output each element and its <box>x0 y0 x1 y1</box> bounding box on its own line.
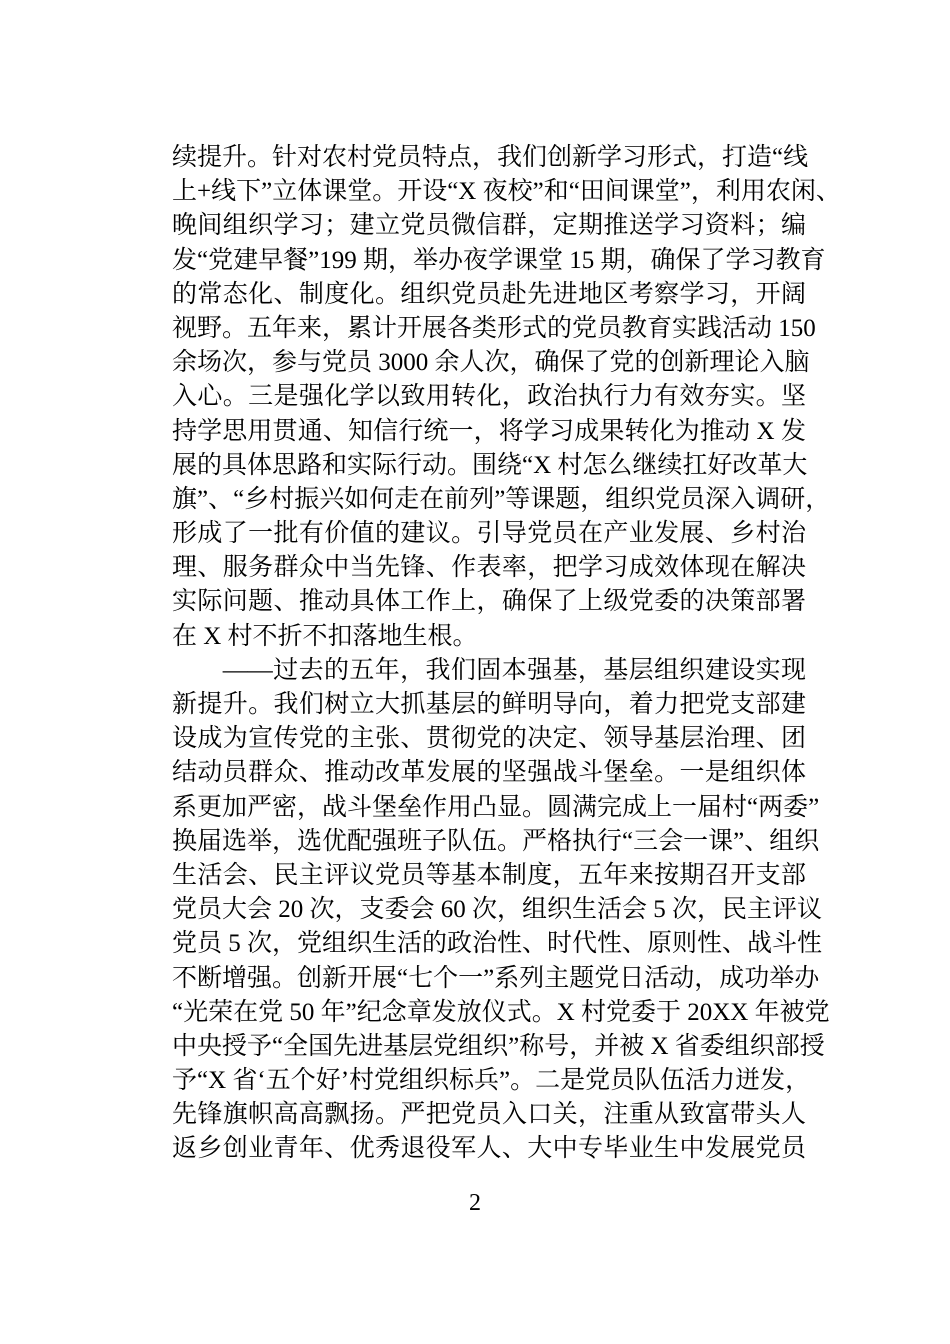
text-line: 展的具体思路和实际行动。围绕“X 村怎么继续扛好改革大 <box>172 451 808 479</box>
paragraph <box>172 141 841 654</box>
text-line: 党员大会 20 次，支委会 60 次，组织生活会 5 次，民主评议 <box>172 896 823 924</box>
text-line: 形成了一批有价值的建议。引导党员在产业发展、乡村治 <box>172 520 806 548</box>
text-line: 续提升。针对农村党员特点，我们创新学习形式，打造“线 <box>172 144 809 171</box>
text-line: 理、服务群众中当先锋、作表率，把学习成效体现在解决 <box>172 554 806 582</box>
text-line: ——过去的五年，我们固本强基，基层组织建设实现 <box>172 656 806 684</box>
text-line: 旗”、“乡村振兴如何走在前列”等课题，组织党员深入调研， <box>172 485 831 513</box>
page-number: 2 <box>469 1190 481 1216</box>
text-line: 不断增强。创新开展“七个一”系列主题党日活动，成功举办 <box>172 964 820 992</box>
text-line: 先锋旗帜高高飘扬。严把党员入口关，注重从致富带头人 <box>172 1101 806 1129</box>
text-line: 的常态化、制度化。组织党员赴先进地区考察学习，开阔 <box>172 280 806 308</box>
text-line: 返乡创业青年、优秀退役军人、大中专毕业生中发展党员 <box>172 1135 806 1163</box>
text-line: 在 X 村不折不扣落地生根。 <box>172 622 478 650</box>
text-line: 持学思用贯通、知信行统一，将学习成果转化为推动 X 发 <box>172 417 806 445</box>
text-line: 发“党建早餐”199 期，举办夜学课堂 15 期，确保了学习教育 <box>172 246 826 274</box>
text-line: 设成为宣传党的主张、贯彻党的决定、领导基层治理、团 <box>172 725 806 753</box>
document-body <box>172 141 841 1167</box>
text-line: 余场次，参与党员 3000 余人次，确保了党的创新理论入脑 <box>172 349 810 377</box>
text-line: 系更加严密，战斗堡垒作用凸显。圆满完成上一届村“两委” <box>172 793 820 821</box>
text-line: 生活会、民主评议党员等基本制度，五年来按期召开支部 <box>172 861 806 889</box>
text-line: 结动员群众、推动改革发展的坚强战斗堡垒。一是组织体 <box>172 759 806 787</box>
paragraph <box>172 654 830 1167</box>
text-line: 视野。五年来，累计开展各类形式的党员教育实践活动 150 <box>172 314 816 342</box>
text-line: “光荣在党 50 年”纪念章发放仪式。X 村党委于 20XX 年被党 <box>172 998 830 1026</box>
text-line: 予“X 省‘五个好’村党组织标兵”。二是党员队伍活力迸发， <box>172 1067 811 1095</box>
text-line: 换届选举，选优配强班子队伍。严格执行“三会一课”、组织 <box>172 827 820 855</box>
text-line: 入心。三是强化学以致用转化，政治执行力有效夯实。坚 <box>172 383 806 411</box>
text-line: 中央授予“全国先进基层党组织”称号，并被 X 省委组织部授 <box>172 1032 825 1060</box>
text-line: 党员 5 次，党组织生活的政治性、时代性、原则性、战斗性 <box>172 930 823 958</box>
text-line: 晚间组织学习；建立党员微信群，定期推送学习资料；编 <box>172 212 806 240</box>
text-line: 新提升。我们树立大抓基层的鲜明导向，着力把党支部建 <box>172 691 806 718</box>
text-line: 上+线下”立体课堂。开设“X 夜校”和“田间课堂”，利用农闲、 <box>172 178 841 206</box>
text-line: 实际问题、推动具体工作上，确保了上级党委的决策部署 <box>172 588 806 616</box>
